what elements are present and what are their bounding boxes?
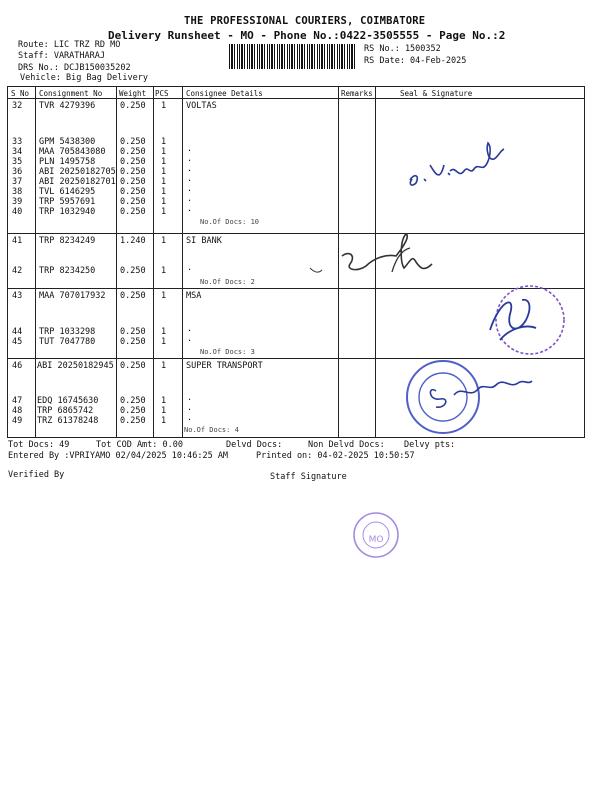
row-weight: 0.250: [120, 101, 146, 111]
staff-label: Staff: VARATHARAJ: [18, 51, 105, 61]
row-dot: .: [187, 413, 193, 423]
row-consignment: TRP 5957691: [39, 197, 96, 207]
row-sno: 48: [12, 406, 23, 416]
row-weight: 0.250: [120, 361, 146, 371]
row-pcs: 1: [161, 361, 167, 371]
row-dot: .: [187, 334, 193, 344]
signature-voltas: [400, 135, 510, 195]
row-consignment: TRZ 61378248: [37, 416, 99, 426]
row-sno: 32: [12, 101, 23, 111]
col-sno: S No: [11, 89, 30, 98]
row-dot: .: [187, 144, 193, 154]
stamp-msa: [470, 280, 580, 360]
row-consignment: TUT 7047780: [39, 337, 96, 347]
row-pcs: 1: [161, 207, 167, 217]
row-pcs: 1: [161, 236, 167, 246]
row-pcs: 1: [161, 197, 167, 207]
row-weight: 0.250: [120, 406, 146, 416]
row-sno: 40: [12, 207, 23, 217]
row-consignment: EDQ 16745630: [37, 396, 99, 406]
runsheet-subtitle: Delivery Runsheet - MO - Phone No.:0422-3505555 - Page No.:2: [108, 29, 506, 42]
row-weight: 0.250: [120, 197, 146, 207]
row-weight: 0.250: [120, 266, 146, 276]
row-consignment: TVR 4279396: [39, 101, 96, 111]
row-consignment: ABI 20250182945: [37, 361, 114, 371]
row-weight: 0.250: [120, 207, 146, 217]
row-weight: 0.250: [120, 187, 146, 197]
col-remarks: Remarks: [341, 89, 373, 98]
row-dot: .: [187, 403, 193, 413]
row-weight: 0.250: [120, 147, 146, 157]
row-sno: 41: [12, 236, 23, 246]
row-pcs: 1: [161, 157, 167, 167]
row-pcs: 1: [161, 177, 167, 187]
row-sno: 46: [12, 361, 23, 371]
row-pcs: 1: [161, 137, 167, 147]
row-sno: 42: [12, 266, 23, 276]
row-weight: 0.250: [120, 167, 146, 177]
row-weight: 0.250: [120, 177, 146, 187]
delvd-docs: Delvd Docs:: [226, 440, 283, 450]
row-dot: .: [187, 154, 193, 164]
docs-count: No.Of Docs: 3: [200, 348, 255, 356]
row-consignment: MAA 705843080: [39, 147, 106, 157]
row-consignment: TRP 8234250: [39, 266, 96, 276]
row-sno: 44: [12, 327, 23, 337]
stamp-super-transport: [400, 355, 550, 440]
drs-number: DRS No.: DCJB150035202: [18, 63, 131, 73]
row-consignee: SUPER TRANSPORT: [186, 361, 263, 371]
row-pcs: 1: [161, 396, 167, 406]
col-consignment: Consignment No: [39, 89, 103, 98]
row-dot: .: [187, 164, 193, 174]
row-weight: 0.250: [120, 416, 146, 426]
barcode: [229, 44, 356, 69]
row-sno: 43: [12, 291, 23, 301]
non-delvd-docs: Non Delvd Docs:: [308, 440, 385, 450]
row-weight: 0.250: [120, 337, 146, 347]
row-weight: 1.240: [120, 236, 146, 246]
row-pcs: 1: [161, 291, 167, 301]
row-sno: 47: [12, 396, 23, 406]
row-consignee: VOLTAS: [186, 101, 217, 111]
row-pcs: 1: [161, 167, 167, 177]
row-sno: 49: [12, 416, 23, 426]
row-pcs: 1: [161, 187, 167, 197]
stamp-bottom: [348, 510, 408, 560]
row-sno: 35: [12, 157, 23, 167]
row-weight: 0.250: [120, 291, 146, 301]
row-dot: .: [187, 204, 193, 214]
tot-docs: Tot Docs: 49: [8, 440, 70, 450]
signature-si-bank: [300, 228, 460, 288]
row-dot: .: [187, 393, 193, 403]
row-consignment: TRP 1033298: [39, 327, 96, 337]
rs-number: RS No.: 1500352: [364, 44, 441, 54]
row-consignee: SI BANK: [186, 236, 222, 246]
svg-text:MO: MO: [368, 535, 384, 545]
col-pcs: PCS: [155, 89, 169, 98]
row-consignee: MSA: [186, 291, 202, 301]
route-label: Route: LIC TRZ RD MO: [18, 40, 121, 50]
company-title: THE PROFESSIONAL COURIERS, COIMBATORE: [184, 15, 426, 27]
row-consignment: ABI 20250182705: [39, 167, 116, 177]
entered-by: Entered By :VPRIYAMO 02/04/2025 10:46:25 AM: [8, 451, 229, 461]
row-sno: 33: [12, 137, 23, 147]
row-consignment: TVL 6146295: [39, 187, 96, 197]
docs-count: No.Of Docs: 10: [200, 218, 260, 226]
row-weight: 0.250: [120, 157, 146, 167]
rs-date: RS Date: 04-Feb-2025: [364, 56, 467, 66]
col-seal-signature: Seal & Signature: [400, 89, 473, 98]
row-consignment: TRP 6865742: [37, 406, 94, 416]
row-sno: 37: [12, 177, 23, 187]
row-consignment: PLN 1495758: [39, 157, 96, 167]
staff-signature: Staff Signature: [270, 472, 347, 482]
row-weight: 0.250: [120, 327, 146, 337]
printed-on: Printed on: 04-02-2025 10:50:57: [256, 451, 415, 461]
col-consignee: Consignee Details: [186, 89, 263, 98]
row-consignment: ABI 20250182701: [39, 177, 116, 187]
tot-cod-amt: Tot COD Amt: 0.00: [96, 440, 183, 450]
row-pcs: 1: [161, 101, 167, 111]
row-pcs: 1: [161, 327, 167, 337]
row-consignment: TRP 8234249: [39, 236, 96, 246]
row-sno: 36: [12, 167, 23, 177]
col-weight: Weight: [119, 89, 147, 98]
row-consignment: GPM 5438300: [39, 137, 96, 147]
row-dot: .: [187, 184, 193, 194]
docs-count: No.Of Docs: 4: [184, 426, 239, 434]
row-consignment: MAA 707017932: [39, 291, 106, 301]
row-pcs: 1: [161, 147, 167, 157]
row-dot: .: [187, 174, 193, 184]
row-sno: 34: [12, 147, 23, 157]
row-pcs: 1: [161, 266, 167, 276]
row-pcs: 1: [161, 416, 167, 426]
row-dot: .: [187, 263, 193, 273]
vehicle-label: Vehicle: Big Bag Delivery: [20, 73, 148, 83]
docs-count: No.Of Docs: 2: [200, 278, 255, 286]
row-sno: 39: [12, 197, 23, 207]
row-dot: .: [187, 324, 193, 334]
row-sno: 38: [12, 187, 23, 197]
row-pcs: 1: [161, 337, 167, 347]
row-consignment: TRP 1032940: [39, 207, 96, 217]
row-sno: 45: [12, 337, 23, 347]
verified-by: Verified By: [8, 470, 65, 480]
row-dot: .: [187, 194, 193, 204]
delvy-pts: Delvy pts:: [404, 440, 456, 450]
row-weight: 0.250: [120, 396, 146, 406]
row-weight: 0.250: [120, 137, 146, 147]
row-pcs: 1: [161, 406, 167, 416]
